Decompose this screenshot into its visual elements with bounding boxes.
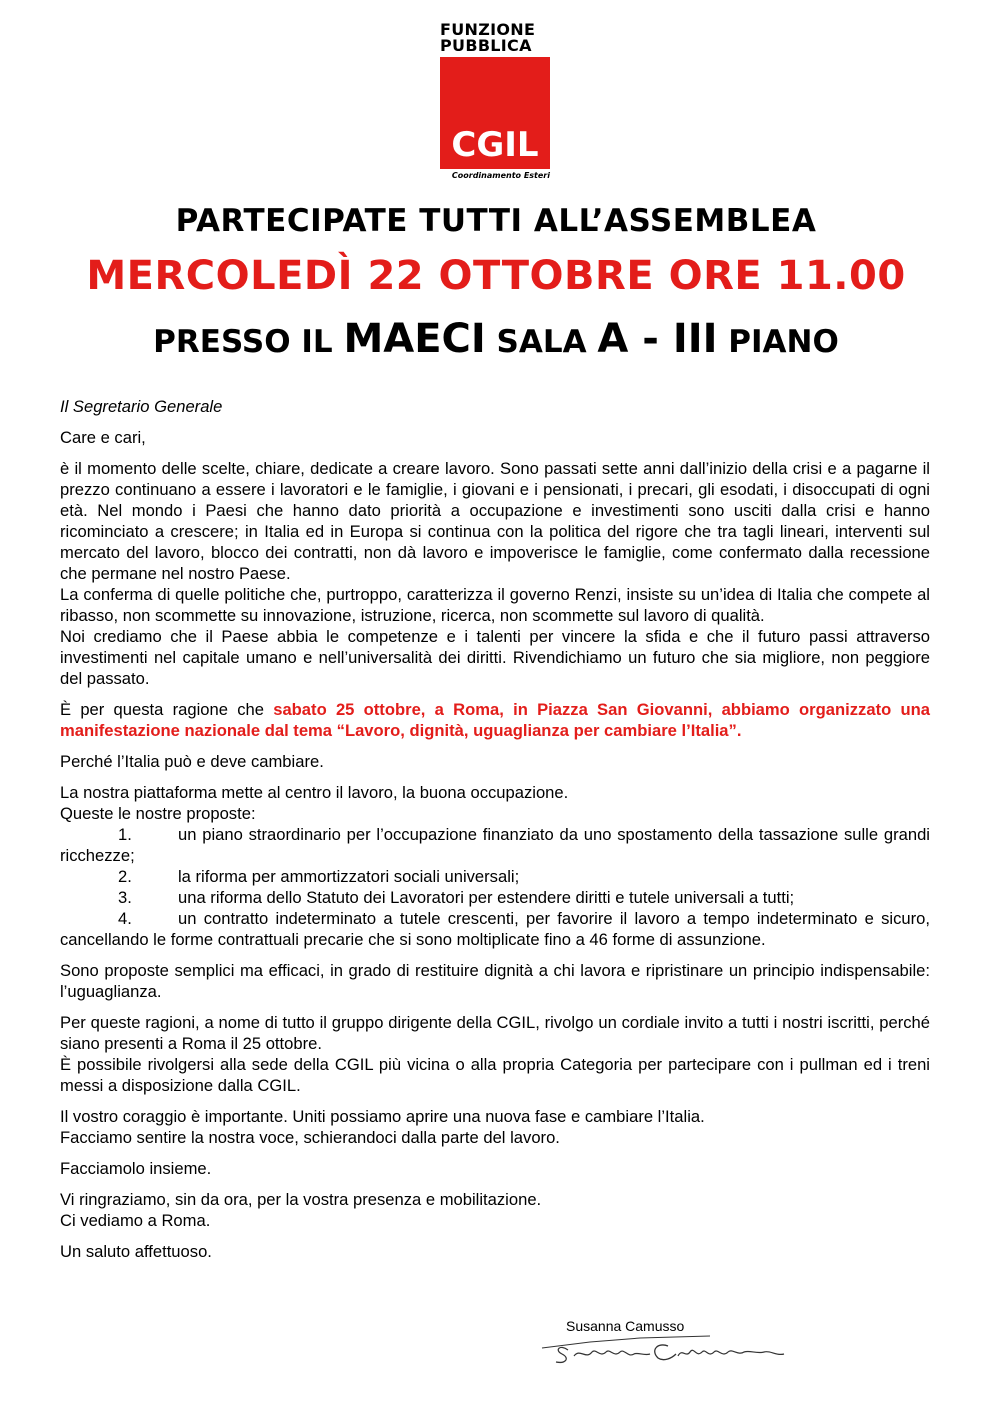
- paragraph-16: Un saluto affettuoso.: [60, 1242, 212, 1261]
- heading-location-d: A - III: [597, 316, 718, 362]
- cgil-logo: [440, 22, 552, 180]
- list-item-number: 1.: [118, 825, 132, 844]
- list-item-number: 4.: [118, 909, 132, 928]
- paragraph-5: Perché l’Italia può e deve cambiare.: [60, 752, 324, 771]
- paragraph-11: Il vostro coraggio è importante. Uniti possiamo aprire una nuova fase e cambiare l’Italia.: [60, 1107, 705, 1126]
- logo-red-box: [440, 57, 550, 169]
- list-item-text: una riforma dello Statuto dei Lavoratori per estendere diritti e tutele universali a tutti;: [178, 888, 795, 907]
- paragraph-3: Noi crediamo che il Paese abbia le competenze e i talenti per vincere la sfida e che il futuro passi attraverso investimenti nel capitale umano e nell’universalità dei diritti. Rivendichiamo un futuro che sia migliore, non peggiore del passato.: [60, 627, 930, 688]
- heading-line-1: PARTECIPATE TUTTI ALL’ASSEMBLEA: [175, 203, 817, 239]
- paragraph-10: È possibile rivolgersi alla sede della CGIL più vicina o alla propria Categoria per partecipare con i pullman ed i treni messi a disposizione dalla CGIL.: [60, 1055, 930, 1095]
- signature-name: Susanna Camusso: [566, 1318, 685, 1334]
- paragraph-4-highlight: sabato 25 ottobre, a Roma, in Piazza San Giovanni, abbiamo organizzato una manifestazione nazionale dal tema “Lavoro, dignità, uguaglianza per cambiare l’Italia”.: [60, 700, 930, 740]
- logo-brand: CGIL: [451, 125, 539, 165]
- list-item-text: un piano straordinario per l’occupazione finanziato da uno spostamento della tassazione sulle grandi ricchezze;: [60, 825, 930, 865]
- heading-date: MERCOLEDÌ 22 OTTOBRE ORE 11.00: [86, 253, 906, 299]
- list-item-number: 3.: [118, 888, 132, 907]
- paragraph-12: Facciamo sentire la nostra voce, schierandoci dalla parte del lavoro.: [60, 1128, 560, 1147]
- paragraph-13: Facciamolo insieme.: [60, 1159, 212, 1178]
- heading-location-a: PRESSO IL: [153, 324, 344, 360]
- paragraph-15: Ci vediamo a Roma.: [60, 1211, 211, 1230]
- proposals-list: [60, 824, 930, 950]
- handwritten-signature-icon: [540, 1326, 790, 1368]
- list-item-number: 2.: [118, 867, 132, 886]
- paragraph-4-intro: È per questa ragione che: [60, 700, 274, 719]
- paragraph-14: Vi ringraziamo, sin da ora, per la vostra presenza e mobilitazione.: [60, 1190, 542, 1209]
- list-item: [60, 887, 930, 908]
- list-item: [60, 824, 930, 866]
- list-item-text: un contratto indeterminato a tutele crescenti, per favorire il lavoro a tempo indeterminato e sicuro, cancellando le forme contrattuali precarie che si sono moltiplicate fino a 46 forme di assunzione.: [60, 909, 930, 949]
- logo-subtitle: Coordinamento Esteri: [451, 171, 550, 180]
- heading-location-e: PIANO: [717, 324, 839, 360]
- paragraph-7: Queste le nostre proposte:: [60, 804, 256, 823]
- paragraph-6: La nostra piattaforma mette al centro il lavoro, la buona occupazione.: [60, 783, 569, 802]
- paragraph-1: è il momento delle scelte, chiare, dedicate a creare lavoro. Sono passati sette anni dall’inizio della crisi e a pagarne il prezzo continuano a essere i lavoratori e le famiglie, i giovani e i pensionati, i precari, gli esodati, i disoccupati di ogni età. Nel mondo i Paesi che hanno dato priorità a occupazione e investimenti sono usciti dalla crisi e hanno ricominciato a crescere; in Italia ed in Europa si continua con la politica del rigore che tra tagli lineari, interventi sul mercato del lavoro, blocco dei contratti, non dà lavoro e impoverisce le famiglie, come confermato dalla recessione che permane nel nostro Paese.: [60, 459, 930, 583]
- paragraph-9: Per queste ragioni, a nome di tutto il gruppo dirigente della CGIL, rivolgo un cordiale invito a tutti i nostri iscritti, perché siano presenti a Roma il 25 ottobre.: [60, 1013, 930, 1053]
- paragraph-8: Sono proposte semplici ma efficaci, in grado di restituire dignità a chi lavora e ripristinare un principio indispensabile: l’uguaglianza.: [60, 961, 930, 1001]
- letter-greeting: Care e cari,: [60, 428, 146, 447]
- logo-line-2: PUBBLICA: [440, 36, 532, 55]
- heading-location-b: MAECI: [343, 316, 486, 362]
- heading-location: [0, 316, 992, 362]
- list-item: [60, 866, 930, 887]
- heading-location-c: SALA: [485, 324, 598, 360]
- paragraph-4: [60, 699, 930, 741]
- logo-line-1: FUNZIONE: [440, 20, 536, 39]
- letter-body: [60, 396, 930, 1262]
- paragraph-2: La conferma di quelle politiche che, purtroppo, caratterizza il governo Renzi, insiste su un’idea di Italia che compete al ribasso, non scommette su innovazione, istruzione, ricerca, non scommette sul lavoro di qualità.: [60, 585, 930, 625]
- letter-from: Il Segretario Generale: [60, 397, 223, 416]
- list-item-text: la riforma per ammortizzatori sociali universali;: [178, 867, 520, 886]
- list-item: [60, 908, 930, 950]
- signature-block: [540, 1318, 790, 1368]
